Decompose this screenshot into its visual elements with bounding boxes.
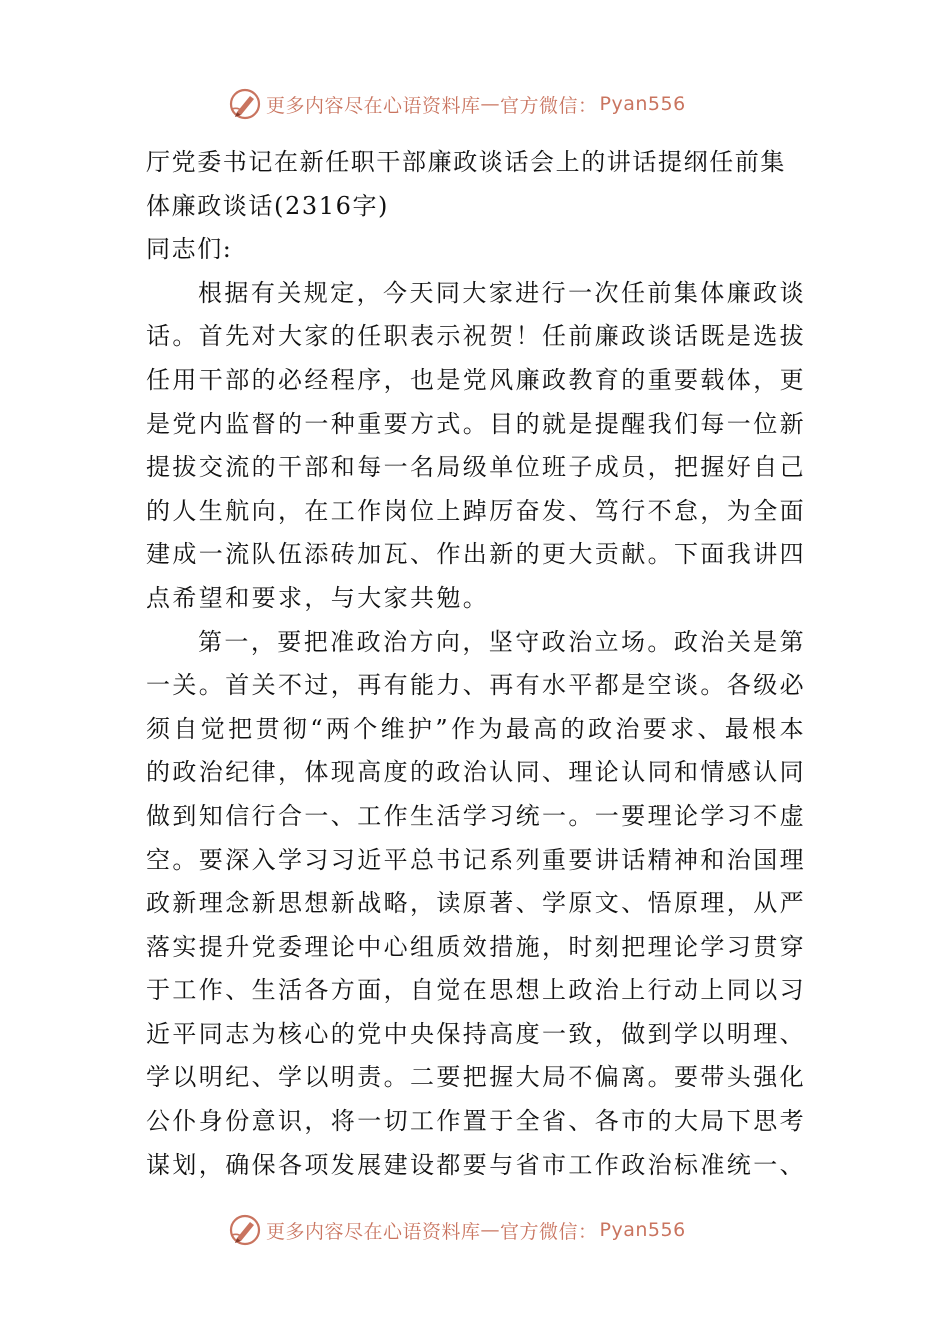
document-title: 厅党委书记在新任职干部廉政谈话会上的讲话提纲任前集体廉政谈话(2316字) bbox=[146, 148, 786, 220]
wechat-label: 官方微信： bbox=[500, 94, 598, 117]
promo-text: 更多内容尽在心语资料库 bbox=[266, 94, 481, 117]
header-banner bbox=[228, 84, 728, 124]
banner-separator: — bbox=[480, 1219, 501, 1241]
pen-circle-logo-icon bbox=[228, 1213, 262, 1247]
greeting: 同志们: bbox=[146, 235, 233, 264]
banner-separator: — bbox=[480, 93, 501, 115]
document-body bbox=[146, 141, 806, 1187]
paragraph: 第一，要把准政治方向，坚守政治立场。政治关是第一关。首关不过，再有能力、再有水平都是空谈。各级必须自觉把贯彻“两个维护”作为最高的政治要求、最根本的政治纪律，体现高度的政治认同、理论认同和情感认同做到知信行合一、工作生活学习统一。一要理论学习不虚空。要深入学习习近平总书记系列重要讲话精神和治国理政新理念新思想新战略，读原著、学原文、悟原理，从严落实提升党委理论中心组质效措施，时刻把理论学习贯穿于工作、生活各方面，自觉在思想上政治上行动上同以习近平同志为核心的党中央保持高度一致，做到学以明理、学以明纪、学以明责。二要把握大局不偏离。要带头强化公仆身份意识，将一切工作置于全省、各市的大局下思考谋划，确保各项发展建设都要与省市工作政治标准统一、 bbox=[146, 627, 806, 1179]
wechat-label: 官方微信： bbox=[500, 1220, 598, 1243]
pen-circle-logo-icon bbox=[228, 87, 262, 121]
paragraph: 根据有关规定，今天同大家进行一次任前集体廉政谈话。首先对大家的任职表示祝贺！任前廉政谈话既是选拔任用干部的必经程序，也是党风廉政教育的重要载体，更是党内监督的一种重要方式。目的就是提醒我们每一位新提拔交流的干部和每一名局级单位班子成员，把握好自己的人生航向，在工作岗位上踔厉奋发、笃行不怠，为全面建成一流队伍添砖加瓦、作出新的更大贡献。下面我讲四点希望和要求，与大家共勉。 bbox=[146, 278, 806, 612]
wechat-id: Pyan556 bbox=[599, 93, 686, 115]
footer-banner bbox=[228, 1210, 728, 1250]
promo-text: 更多内容尽在心语资料库 bbox=[266, 1220, 481, 1243]
wechat-id: Pyan556 bbox=[599, 1219, 686, 1241]
